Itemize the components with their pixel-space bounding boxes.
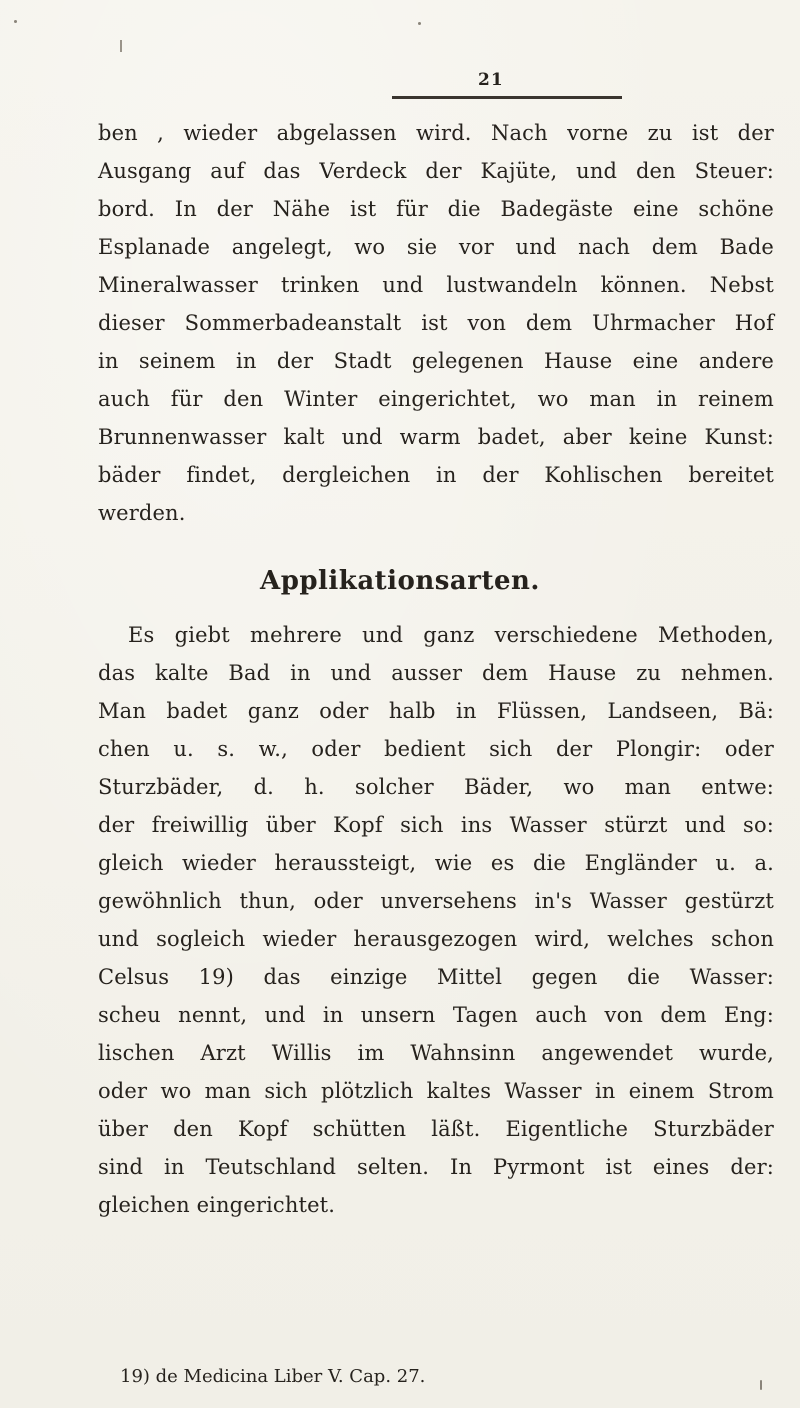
text-line: Esplanade angelegt, wo sie vor und nach dem Bade bbox=[98, 235, 774, 259]
text-line: oder wo man sich plötzlich kaltes Wasser in einem Strom bbox=[98, 1079, 774, 1103]
text-line: Es giebt mehrere und ganz verschiedene Methoden, bbox=[128, 623, 774, 647]
paragraph-bath-description bbox=[98, 114, 774, 532]
header-rule bbox=[392, 96, 622, 99]
text-line: auch für den Winter eingerichtet, wo man in reinem bbox=[98, 387, 774, 411]
text-line: und sogleich wieder herausgezogen wird, welches schon bbox=[98, 927, 774, 951]
footnote: 19) de Medicina Liber V. Cap. 27. bbox=[120, 1366, 426, 1387]
text-line: Brunnenwasser kalt und warm badet, aber keine Kunst: bbox=[98, 425, 774, 449]
text-line: in seinem in der Stadt gelegenen Hause eine andere bbox=[98, 349, 774, 373]
text-line: gewöhnlich thun, oder unversehens in's Wasser gestürzt bbox=[98, 889, 774, 913]
scan-mark bbox=[120, 40, 122, 52]
scan-speck bbox=[760, 1380, 762, 1390]
section-heading: Applikationsarten. bbox=[260, 566, 540, 596]
text-line: Sturzbäder, d. h. solcher Bäder, wo man entwe: bbox=[98, 775, 774, 799]
text-line: werden. bbox=[98, 501, 186, 525]
scan-speck bbox=[14, 20, 17, 23]
text-line: sind in Teutschland selten. In Pyrmont ist eines der: bbox=[98, 1155, 774, 1179]
text-line: das kalte Bad in und ausser dem Hause zu nehmen. bbox=[98, 661, 774, 685]
text-line: ben , wieder abgelassen wird. Nach vorne zu ist der bbox=[98, 121, 774, 145]
text-line: lischen Arzt Willis im Wahnsinn angewendet wurde, bbox=[98, 1041, 774, 1065]
text-line: Mineralwasser trinken und lustwandeln können. Nebst bbox=[98, 273, 774, 297]
text-line: gleich wieder heraussteigt, wie es die Engländer u. a. bbox=[98, 851, 774, 875]
paragraph-application-methods bbox=[98, 616, 774, 1224]
text-line: scheu nennt, und in unsern Tagen auch von dem Eng: bbox=[98, 1003, 774, 1027]
text-line: bäder findet, dergleichen in der Kohlischen bereitet bbox=[98, 463, 774, 487]
text-line: dieser Sommerbadeanstalt ist von dem Uhrmacher Hof bbox=[98, 311, 774, 335]
scan-speck bbox=[418, 22, 421, 25]
text-line: bord. In der Nähe ist für die Badegäste eine schöne bbox=[98, 197, 774, 221]
text-line: gleichen eingerichtet. bbox=[98, 1193, 336, 1217]
text-line: chen u. s. w., oder bedient sich der Plongir: oder bbox=[98, 737, 774, 761]
page-number: 21 bbox=[478, 70, 504, 90]
text-line: Celsus 19) das einzige Mittel gegen die Wasser: bbox=[98, 965, 774, 989]
text-line: der freiwillig über Kopf sich ins Wasser stürzt und so: bbox=[98, 813, 774, 837]
text-line: Man badet ganz oder halb in Flüssen, Landseen, Bä: bbox=[98, 699, 774, 723]
text-line: über den Kopf schütten läßt. Eigentliche Sturzbäder bbox=[98, 1117, 774, 1141]
text-line: Ausgang auf das Verdeck der Kajüte, und den Steuer: bbox=[98, 159, 774, 183]
